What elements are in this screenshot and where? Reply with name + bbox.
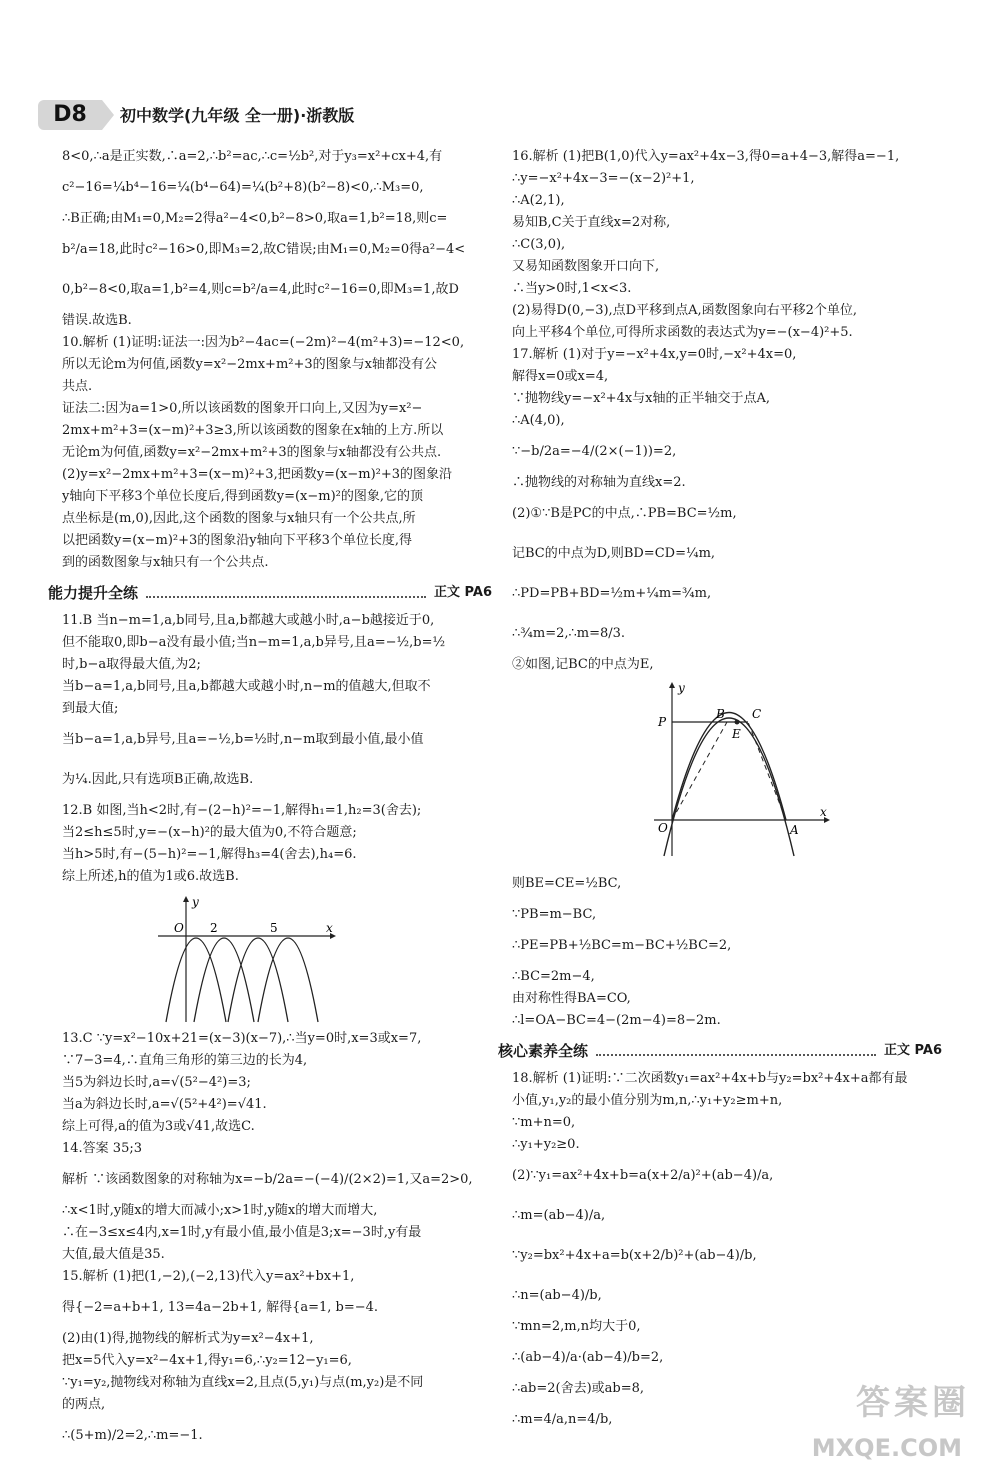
- page-header: [38, 100, 538, 134]
- q9-block: [62, 146, 492, 332]
- text-line: 以把函数y=(x−m)²+3的图象沿y轴向下平移3个单位长度,得: [62, 533, 413, 548]
- parabolas-figure: [158, 894, 338, 1024]
- section-heading-core: [498, 1036, 942, 1066]
- text-line: ∴(ab−4)/a·(ab−4)/b=2,: [512, 1350, 664, 1365]
- text-line: 时,b−a取得最大值,为2;: [62, 657, 201, 672]
- text-line: 当b−a=1,a,b异号,且a=−½,b=½时,n−m取到最小值,最小值: [62, 732, 424, 747]
- text-line: 由对称性得BA=CO,: [512, 991, 631, 1006]
- right-column: [498, 146, 942, 1440]
- text-line: ∵m+n=0,: [512, 1115, 576, 1130]
- text-line: 则BE=CE=½BC,: [512, 876, 622, 891]
- text-line: 13.C ∵y=x²−10x+21=(x−3)(x−7),∴当y=0时,x=3或x=7,: [62, 1031, 422, 1046]
- text-line: 为¼.因此,只有选项B正确,故选B.: [62, 772, 254, 787]
- text-line: 2mx+m²+3=(x−m)²+3≥3,所以该函数的图象在x轴的上方.所以: [62, 423, 444, 438]
- text-line: 共点.: [62, 379, 93, 394]
- section-ref: 正文 PA6: [884, 1043, 942, 1059]
- watermark-logo: 答案圈: [856, 1383, 970, 1423]
- tick-label: 5: [270, 921, 278, 935]
- point-label-a: A: [790, 823, 799, 837]
- parabola-curve: [672, 713, 786, 821]
- point-label-e: E: [732, 727, 741, 741]
- text-line: ∴在−3≤x≤4内,x=1时,y有最小值,最小值是3;x=−3时,y有最: [62, 1225, 422, 1240]
- dotted-leader: [596, 1046, 876, 1056]
- axis-label-x: x: [326, 921, 333, 935]
- text-line: 易知B,C关于直线x=2对称,: [512, 215, 671, 230]
- book-title: 初中数学(九年级 全一册)·浙教版: [120, 106, 355, 125]
- text-line: ∴m=(ab−4)/a,: [512, 1208, 606, 1223]
- text-line: 当b−a=1,a,b同号,且a,b都越大或越小时,n−m的值越大,但取不: [62, 679, 431, 694]
- section-ref: 正文 PA6: [434, 585, 492, 601]
- text-line: ∴C(3,0),: [512, 237, 566, 252]
- q13-block: [62, 1028, 492, 1138]
- text-line: 18.解析 (1)证明:∵二次函数y₁=ax²+4x+b与y₂=bx²+4x+a都有最: [512, 1071, 908, 1086]
- text-line: 又易知函数图象开口向下,: [512, 259, 660, 274]
- text-line: 当5为斜边长时,a=√(5²−4²)=3;: [62, 1075, 251, 1090]
- q12-block: [62, 800, 492, 1024]
- point-label-p: P: [658, 715, 667, 729]
- text-line: b²/a=18,此时c²−16>0,即M₃=2,故C错误;由M₁=0,M₂=0得a²−4<: [62, 242, 466, 257]
- y-axis-arrow-icon: [669, 682, 675, 688]
- text-line: 到最大值;: [62, 701, 119, 716]
- parabola-figure: [634, 680, 834, 860]
- text-line: ∵抛物线y=−x²+4x与x轴的正半轴交于点A,: [512, 391, 771, 406]
- text-line: 记BC的中点为D,则BD=CD=¼m,: [512, 546, 716, 561]
- q11-block: [62, 610, 492, 800]
- text-line: ∴PD=PB+BD=½m+¼m=¾m,: [512, 586, 712, 601]
- q15-block: [62, 1266, 492, 1456]
- text-line: 综上所述,h的值为1或6.故选B.: [62, 869, 239, 884]
- q14-block: [62, 1138, 492, 1266]
- text-line: ∴抛物线的对称轴为直线x=2.: [512, 475, 686, 490]
- text-line: ∴n=(ab−4)/b,: [512, 1288, 602, 1303]
- text-line: 但不能取0,即b−a没有最小值;当n−m=1,a,b异号,且a=−½,b=½: [62, 635, 446, 650]
- text-line: (2)由(1)得,抛物线的解析式为y=x²−4x+1,: [62, 1331, 314, 1346]
- text-line: ∴l=OA−BC=4−(2m−4)=8−2m.: [512, 1013, 721, 1028]
- text-line: ∴当y>0时,1<x<3.: [512, 281, 632, 296]
- left-column: [48, 146, 492, 1456]
- text-line: 得{−2=a+b+1, 13=4a−2b+1, 解得{a=1, b=−4.: [62, 1300, 379, 1315]
- text-line: 当h>5时,有−(5−h)²=−1,解得h₃=4(舍去),h₄=6.: [62, 847, 357, 862]
- section-title: 核心素养全练: [498, 1042, 589, 1060]
- text-line: ∴m=4/a,n=4/b,: [512, 1412, 613, 1427]
- text-line: 大值,最大值是35.: [62, 1247, 165, 1262]
- text-line: 把x=5代入y=x²−4x+1,得y₁=6,∴y₂=12−y₁=6,: [62, 1353, 352, 1368]
- text-line: ∴¾m=2,∴m=8/3.: [512, 626, 626, 641]
- text-line: y轴向下平移3个单位长度后,得到函数y=(x−m)²的图象,它的顶: [62, 489, 424, 504]
- text-line: 当2≤h≤5时,y=−(x−h)²的最大值为0,不符合题意;: [62, 825, 357, 840]
- text-line: 当a为斜边长时,a=√(5²+4²)=√41.: [62, 1097, 267, 1112]
- text-line: (2)y=x²−2mx+m²+3=(x−m)²+3,把函数y=(x−m)²+3的图象沿: [62, 467, 453, 482]
- text-line: 15.解析 (1)把(1,−2),(−2,13)代入y=ax²+bx+1,: [62, 1269, 355, 1284]
- text-line: 向上平移4个单位,可得所求函数的表达式为y=−(x−4)²+5.: [512, 325, 853, 340]
- text-line: ∵−b/2a=−4/(2×(−1))=2,: [512, 444, 677, 459]
- y-axis-arrow-icon: [183, 896, 189, 902]
- parabola-curve: [228, 938, 288, 1022]
- origin-label: O: [174, 921, 184, 935]
- midpoint-e: [735, 720, 740, 725]
- text-line: ∴A(2,1),: [512, 193, 565, 208]
- dotted-leader: [146, 588, 426, 598]
- q16-block: [512, 146, 942, 344]
- text-line: 到的函数图象与x轴只有一个公共点.: [62, 555, 269, 570]
- q17-block: [512, 344, 942, 1032]
- point-label-b: B: [716, 707, 725, 721]
- text-line: ∴y₁+y₂≥0.: [512, 1137, 580, 1152]
- text-line: ∴x<1时,y随x的增大而减小;x>1时,y随x的增大而增大,: [62, 1203, 378, 1218]
- dashed-line-ob: [672, 722, 727, 820]
- text-line: 16.解析 (1)把B(1,0)代入y=ax²+4x−3,得0=a+4−3,解得a=−1,: [512, 149, 900, 164]
- text-line: ∴A(4,0),: [512, 413, 565, 428]
- text-line: c²−16=¼b⁴−16=¼(b⁴−64)=¼(b²+8)(b²−8)<0,∴M₃=0,: [62, 180, 424, 195]
- text-line: 17.解析 (1)对于y=−x²+4x,y=0时,−x²+4x=0,: [512, 347, 797, 362]
- origin-label: O: [658, 821, 668, 835]
- text-line: 综上可得,a的值为3或√41,故选C.: [62, 1119, 255, 1134]
- parabola-curve: [664, 718, 794, 856]
- axis-label-y: y: [678, 681, 685, 695]
- axis-label-y: y: [192, 895, 199, 909]
- text-line: 11.B 当n−m=1,a,b同号,且a,b都越大或越小时,a−b越接近于0,: [62, 613, 435, 628]
- text-line: 无论m为何值,函数y=x²−2mx+m²+3的图象与x轴都没有公共点.: [62, 445, 442, 460]
- point-label-c: C: [752, 707, 762, 721]
- text-line: 0,b²−8<0,取a=1,b²=4,则c=b²/a=4,此时c²−16=0,即M₃=1,故D: [62, 282, 459, 297]
- text-line: ②如图,记BC的中点为E,: [512, 657, 654, 672]
- text-line: ∴B正确;由M₁=0,M₂=2得a²−4<0,b²−8>0,取a=1,b²=18,则c=: [62, 211, 448, 226]
- text-line: 小值,y₁,y₂的最小值分别为m,n,∴y₁+y₂≥m+n,: [512, 1093, 783, 1108]
- text-line: 14.答案 35;3: [62, 1141, 142, 1156]
- text-line: 解析 ∵该函数图象的对称轴为x=−b/2a=−(−4)/(2×2)=1,又a=2>0,: [62, 1172, 473, 1187]
- tick-label: 2: [210, 921, 218, 935]
- site-watermark: [800, 1383, 980, 1463]
- section-heading-ability: [48, 578, 492, 608]
- parabola-curve: [258, 938, 318, 1022]
- text-line: ∵y₁=y₂,抛物线对称轴为直线x=2,且点(5,y₁)与点(m,y₂)是不同: [62, 1375, 424, 1390]
- text-line: 所以无论m为何值,函数y=x²−2mx+m²+3的图象与x轴都没有公: [62, 357, 437, 372]
- text-line: ∵PB=m−BC,: [512, 907, 597, 922]
- text-line: (2)①∵B是PC的中点,∴PB=BC=½m,: [512, 506, 737, 521]
- text-line: 8<0,∴a是正实数,∴a=2,∴b²=ac,∴c=½b²,对于y₃=x²+cx+4,有: [62, 149, 443, 164]
- text-line: 点坐标是(m,0),因此,这个函数的图象与x轴只有一个公共点,所: [62, 511, 416, 526]
- text-line: 错误.故选B.: [62, 313, 132, 328]
- watermark-site: MXQE.COM: [811, 1434, 962, 1463]
- text-line: ∵y₂=bx²+4x+a=b(x+2/b)²+(ab−4)/b,: [512, 1248, 757, 1263]
- text-line: (2)易得D(0,−3),点D平移到点A,函数图象向右平移2个单位,: [512, 303, 858, 318]
- text-line: 10.解析 (1)证明:证法一:因为b²−4ac=(−2m)²−4(m²+3)=−12<0,: [62, 335, 465, 350]
- text-line: ∵mn=2,m,n均大于0,: [512, 1319, 641, 1334]
- text-line: 解得x=0或x=4,: [512, 369, 609, 384]
- q10-block: [62, 332, 492, 574]
- text-line: ∴ab=2(舍去)或ab=8,: [512, 1381, 645, 1396]
- text-line: ∵7−3=4,∴直角三角形的第三边的长为4,: [62, 1053, 308, 1068]
- text-line: 12.B 如图,当h<2时,有−(2−h)²=−1,解得h₁=1,h₂=3(舍去);: [62, 803, 422, 818]
- text-line: 证法二:因为a=1>0,所以该函数的图象开口向上,又因为y=x²−: [62, 401, 423, 416]
- text-line: ∴y=−x²+4x−3=−(x−2)²+1,: [512, 171, 695, 186]
- text-line: ∴BC=2m−4,: [512, 969, 595, 984]
- text-line: ∴PE=PB+½BC=m−BC+½BC=2,: [512, 938, 732, 953]
- text-line: ∴(5+m)/2=2,∴m=−1.: [62, 1428, 203, 1443]
- text-line: (2)∵y₁=ax²+4x+b=a(x+2/a)²+(ab−4)/a,: [512, 1168, 774, 1183]
- axis-label-x: x: [820, 805, 827, 819]
- page-number-badge: D8: [38, 100, 102, 130]
- section-title: 能力提升全练: [48, 584, 139, 602]
- text-line: 的两点,: [62, 1397, 106, 1412]
